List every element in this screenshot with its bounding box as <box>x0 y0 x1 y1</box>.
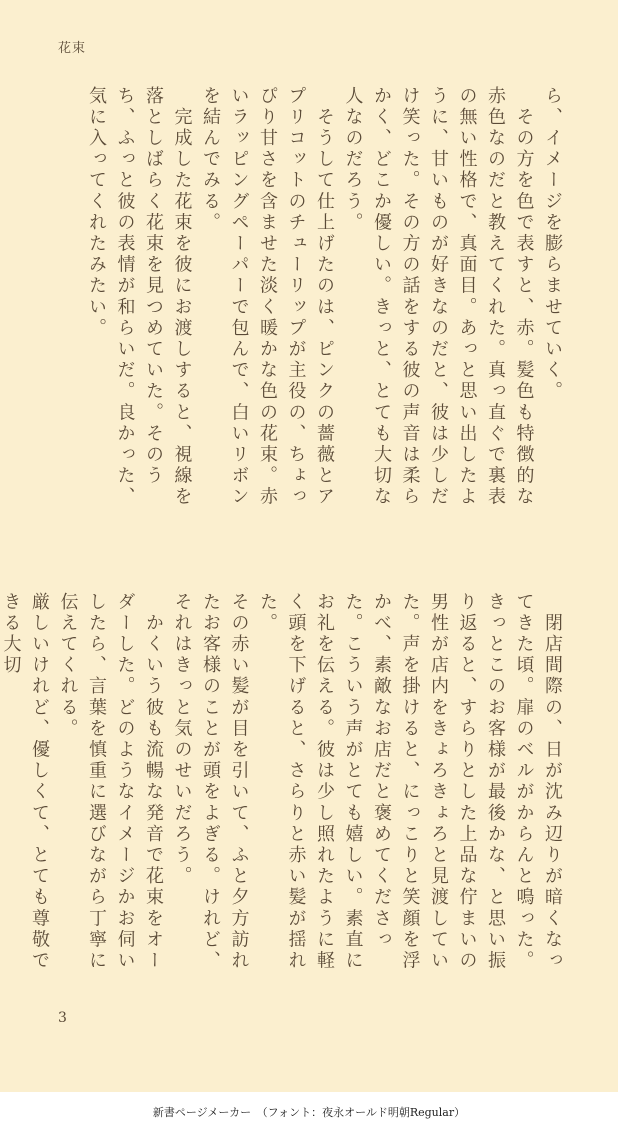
page-title: 花束 <box>58 41 87 56</box>
paragraph: そうして仕上げたのは、ピンクの薔薇とアプリコットのチューリップが主役の、ちょっぴり甘さを含ませた淡く暖かな色の花束。赤いラッピングペーパーで包んで、白いリボンを結んでみる。 <box>200 86 335 508</box>
footer-credit: 新書ページメーカー （フォント：夜永オールド明朝Regular） <box>0 1092 618 1132</box>
paragraph: その赤い髪が目を引いて、ふと夕方訪れたお客様のことが頭をよぎる。けれど、それはきっと気のせいだろう。 <box>171 592 250 972</box>
paragraph: かくいう彼も流暢な発音で花束をオーダーした。どのようなイメージかお伺いしたら、言葉を慎重に選びながら丁寧に伝えてくれる。 <box>57 592 164 972</box>
paragraph: ら、イメージを膨らませていく。 <box>542 86 563 403</box>
paragraph: 完成した花束を彼にお渡しすると、視線を落としばらく花束を見つめていた。そのうち、ふっと彼の表情が和らいだ。良かった、気に入ってくれたみたい。 <box>86 86 193 508</box>
paragraph: その方を色で表すと、赤。髪色も特徴的な赤色なのだと教えてくれた。真っ直ぐで裏表の無い性格で、真面目。あっと思い出したように、甘いものが好きなのだと、彼は少しだけ笑った。その方の話をする彼の声音は柔らかく、どこか優しい。きっと、とても大切な人なのだろう。 <box>342 86 535 508</box>
page-number: 3 <box>58 1010 67 1026</box>
text-block-bottom <box>0 592 566 992</box>
text-block-top <box>86 86 566 526</box>
paragraph: 閉店間際の、日が沈み辺りが暗くなってきた頃。扉のベルがからんと鳴った。きっとこのお客様が最後かな、と思い振り返ると、すらりとした上品な佇まいの男性が店内をきょろきょろと見渡していた。声を掛けると、にっこりと笑顔を浮かべ、素敵なお店だと褒めてくださった。こういう声がとても嬉しい。素直にお礼を伝える。彼は少し照れたように軽く頭を下げると、さらりと赤い髪が揺れた。 <box>257 592 563 972</box>
paragraph: 厳しいけれど、優しくて、とても尊敬できる大切 <box>0 592 50 972</box>
